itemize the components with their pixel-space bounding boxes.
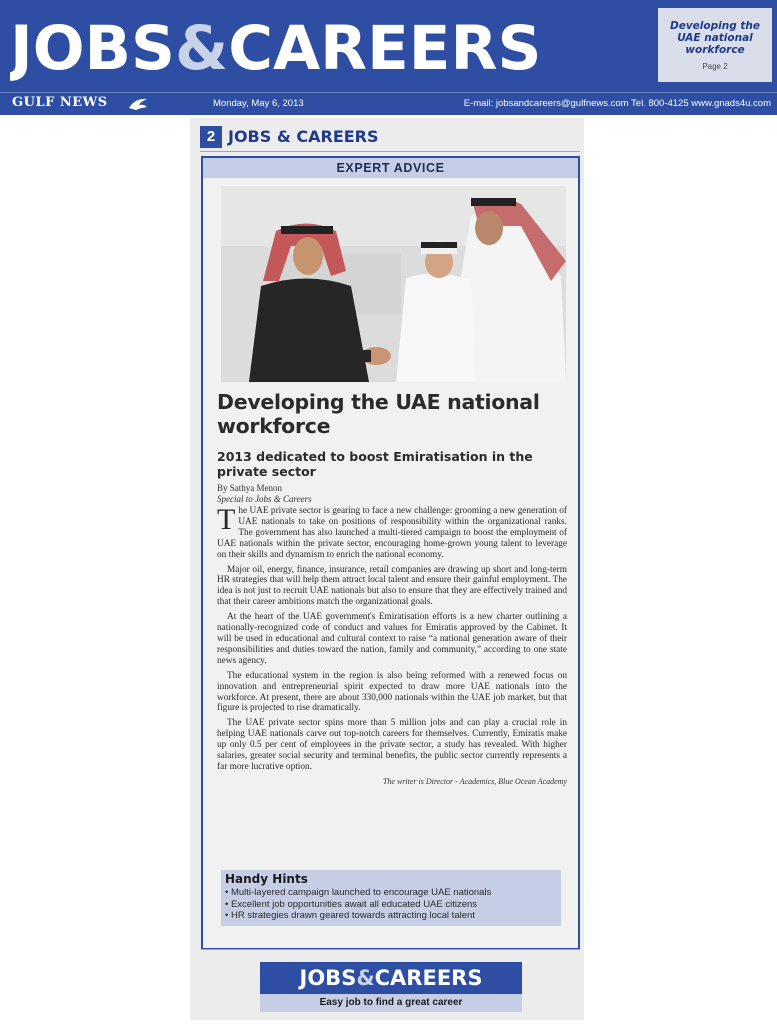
contact-info: E-mail: jobsandcareers@gulfnews.com Tel. 800-4125 www.gnads4u.com	[463, 98, 771, 109]
article-frame	[201, 156, 580, 950]
kicker: EXPERT ADVICE	[203, 158, 578, 178]
issue-date: Monday, May 6, 2013	[213, 98, 304, 109]
masthead-title-amp: &	[174, 13, 229, 84]
hint-item: • Excellent job opportunities await all educated UAE citizens	[225, 899, 559, 911]
hints-title: Handy Hints	[225, 872, 308, 886]
masthead-tag-title: Developing the UAE national workforce	[670, 20, 760, 56]
masthead-tag-page: Page 2	[702, 62, 728, 71]
footer-divider	[201, 949, 580, 950]
hints-list	[225, 887, 559, 922]
article-paragraph: The UAE private sector spins more than 5 million jobs and can play a crucial role in helping UAE nationals carve out top-notch careers for themselves. Currently, Emiratis make up only 0.5 per cent of employees in the private sector, a study has revealed. With higher salaries, greater social security and terminal benefits, the public sector currently represents a far more lucrative option.	[217, 718, 567, 772]
subheadline: 2013 dedicated to boost Emiratisation in the private sector	[217, 449, 533, 479]
writer-note: The writer is Director - Academics, Blue Ocean Academy	[382, 776, 567, 786]
article-paragraph	[217, 503, 567, 561]
footer-tagline: Easy job to find a great career	[260, 994, 522, 1012]
page-header	[200, 123, 580, 152]
headline: Developing the UAE national workforce	[217, 390, 540, 438]
footer-logo	[260, 962, 522, 994]
masthead-title-careers: CAREERS	[228, 13, 542, 84]
hint-item: • Multi-layered campaign launched to encourage UAE nationals	[225, 887, 559, 899]
article-body	[217, 503, 567, 788]
hint-item: • HR strategies drawn geared towards attracting local talent	[225, 910, 559, 922]
footer-logo-careers: CAREERS	[374, 966, 483, 990]
handshake-photo	[221, 186, 566, 382]
article-paragraph: At the heart of the UAE government's Emiratisation efforts is a new charter outlining a nationally-recognized code of conduct and values for Emiratis approved by the Cabinet. It will be used in educational and cultural context to raise “a national generation aware of their responsibilities and duties toward the nation, family and community,” according to one state news agency.	[217, 612, 567, 666]
footer-logo-jobs: JOBS	[299, 966, 357, 990]
newspaper-clipping	[190, 118, 584, 1020]
masthead-info-bar	[0, 92, 777, 116]
dropcap: T	[217, 503, 236, 536]
paragraph-text: he UAE private sector is gearing to face a new challenge: grooming a new generation of UAE nationals to take on positions of responsibility within the organizational ranks. The government has also launched a multi-tiered campaign to boost the employment of UAE nationals within the private sector, encouraging home-grown young talent to leverage on their skills and dynamism to enrich the national economy.	[217, 506, 567, 560]
masthead-title-jobs: JOBS	[10, 13, 175, 84]
handy-hints-box	[221, 870, 561, 926]
brand-name: GULF NEWS	[12, 95, 108, 110]
article-paragraph: Major oil, energy, finance, insurance, retail companies are drawing up short and long-term HR strategies that will help them attract local talent and ensure their gainful employment. The idea is not just to recruit UAE nationals but also to ensure that they are effectively trained and that their career ambitions match the organizational goals.	[217, 564, 567, 608]
masthead-title	[10, 8, 655, 90]
article-paragraph: The educational system in the region is also being reformed with a renewed focus on innovation and entrepreneurial spirit expected to draw more UAE nationals into the workforce. At present, there are about 330,000 nationals within the UAE job market, but that figure is projected to rise dramatically.	[217, 670, 567, 714]
byline-author: By Sathya Menon	[217, 483, 282, 493]
byline-role: Special to Jobs & Careers	[217, 494, 312, 504]
byline	[217, 483, 312, 505]
falcon-logo-icon	[127, 96, 149, 112]
footer-logo-amp: &	[356, 966, 375, 990]
masthead-banner	[0, 0, 777, 115]
masthead-tag	[658, 8, 772, 82]
page-number: 2	[200, 126, 222, 148]
section-title: JOBS & CAREERS	[228, 127, 379, 146]
